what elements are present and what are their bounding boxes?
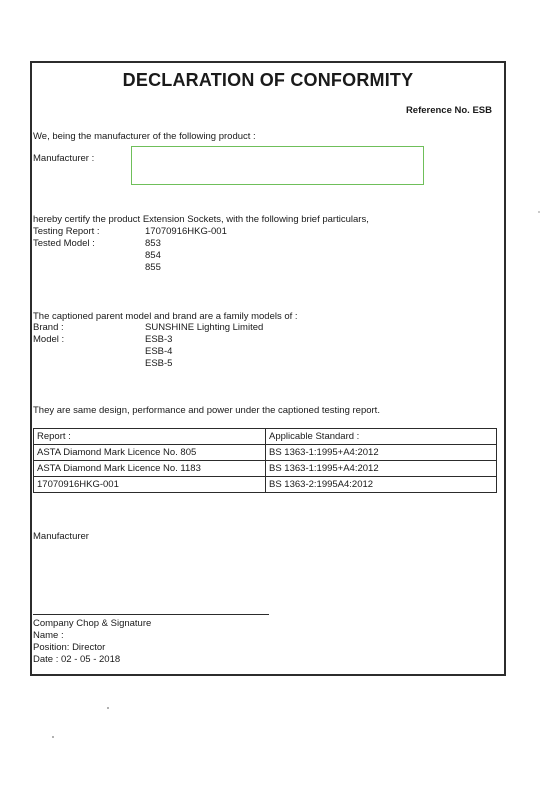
signature-manufacturer-label: Manufacturer bbox=[33, 531, 89, 542]
scan-speck bbox=[52, 736, 54, 738]
date-label: Date : 02 - 05 - 2018 bbox=[33, 654, 121, 665]
table-row bbox=[34, 445, 497, 461]
testing-report-label: Testing Report : bbox=[33, 226, 100, 237]
table-cell-standard: BS 1363-1:1995+A4:2012 bbox=[266, 461, 497, 477]
table-cell-report: 17070916HKG-001 bbox=[34, 477, 266, 493]
table-row bbox=[34, 477, 497, 493]
brand-label: Brand : bbox=[33, 322, 64, 333]
model-label: Model : bbox=[33, 334, 65, 345]
report-table bbox=[33, 428, 497, 493]
certify-text: hereby certify the product Extension Sockets, with the following brief particulars, bbox=[33, 214, 369, 225]
model-item: ESB-3 bbox=[145, 334, 173, 345]
tested-model-item: 854 bbox=[145, 250, 161, 261]
reference-number: Reference No. ESB bbox=[405, 105, 492, 116]
tested-model-item: 853 bbox=[145, 238, 161, 249]
company-chop-label: Company Chop & Signature bbox=[33, 618, 152, 629]
tested-model-label: Tested Model : bbox=[33, 238, 95, 249]
testing-report-value: 17070916HKG-001 bbox=[145, 226, 227, 237]
manufacturer-label: Manufacturer : bbox=[33, 153, 95, 164]
model-item: ESB-5 bbox=[145, 358, 173, 369]
table-header-row bbox=[34, 429, 497, 445]
name-label: Name : bbox=[33, 630, 64, 641]
tested-model-item: 855 bbox=[145, 262, 161, 273]
table-cell-standard: BS 1363-1:1995+A4:2012 bbox=[266, 445, 497, 461]
intro-text: We, being the manufacturer of the following product : bbox=[33, 131, 256, 142]
signature-line bbox=[33, 614, 269, 615]
table-row bbox=[34, 461, 497, 477]
brand-value: SUNSHINE Lighting Limited bbox=[145, 322, 264, 333]
table-header-standard: Applicable Standard : bbox=[266, 429, 497, 445]
table-cell-report: ASTA Diamond Mark Licence No. 805 bbox=[34, 445, 266, 461]
document-title: DECLARATION OF CONFORMITY bbox=[122, 70, 414, 90]
scan-speck bbox=[107, 707, 109, 709]
table-cell-report: ASTA Diamond Mark Licence No. 1183 bbox=[34, 461, 266, 477]
family-text: The captioned parent model and brand are a family models of : bbox=[33, 311, 298, 322]
same-design-text: They are same design, performance and power under the captioned testing report. bbox=[33, 405, 380, 416]
table-cell-standard: BS 1363-2:1995A4:2012 bbox=[266, 477, 497, 493]
position-label: Position: Director bbox=[33, 642, 106, 653]
manufacturer-field bbox=[131, 146, 424, 185]
table-header-report: Report : bbox=[34, 429, 266, 445]
model-item: ESB-4 bbox=[145, 346, 173, 357]
scan-speck bbox=[538, 211, 540, 213]
